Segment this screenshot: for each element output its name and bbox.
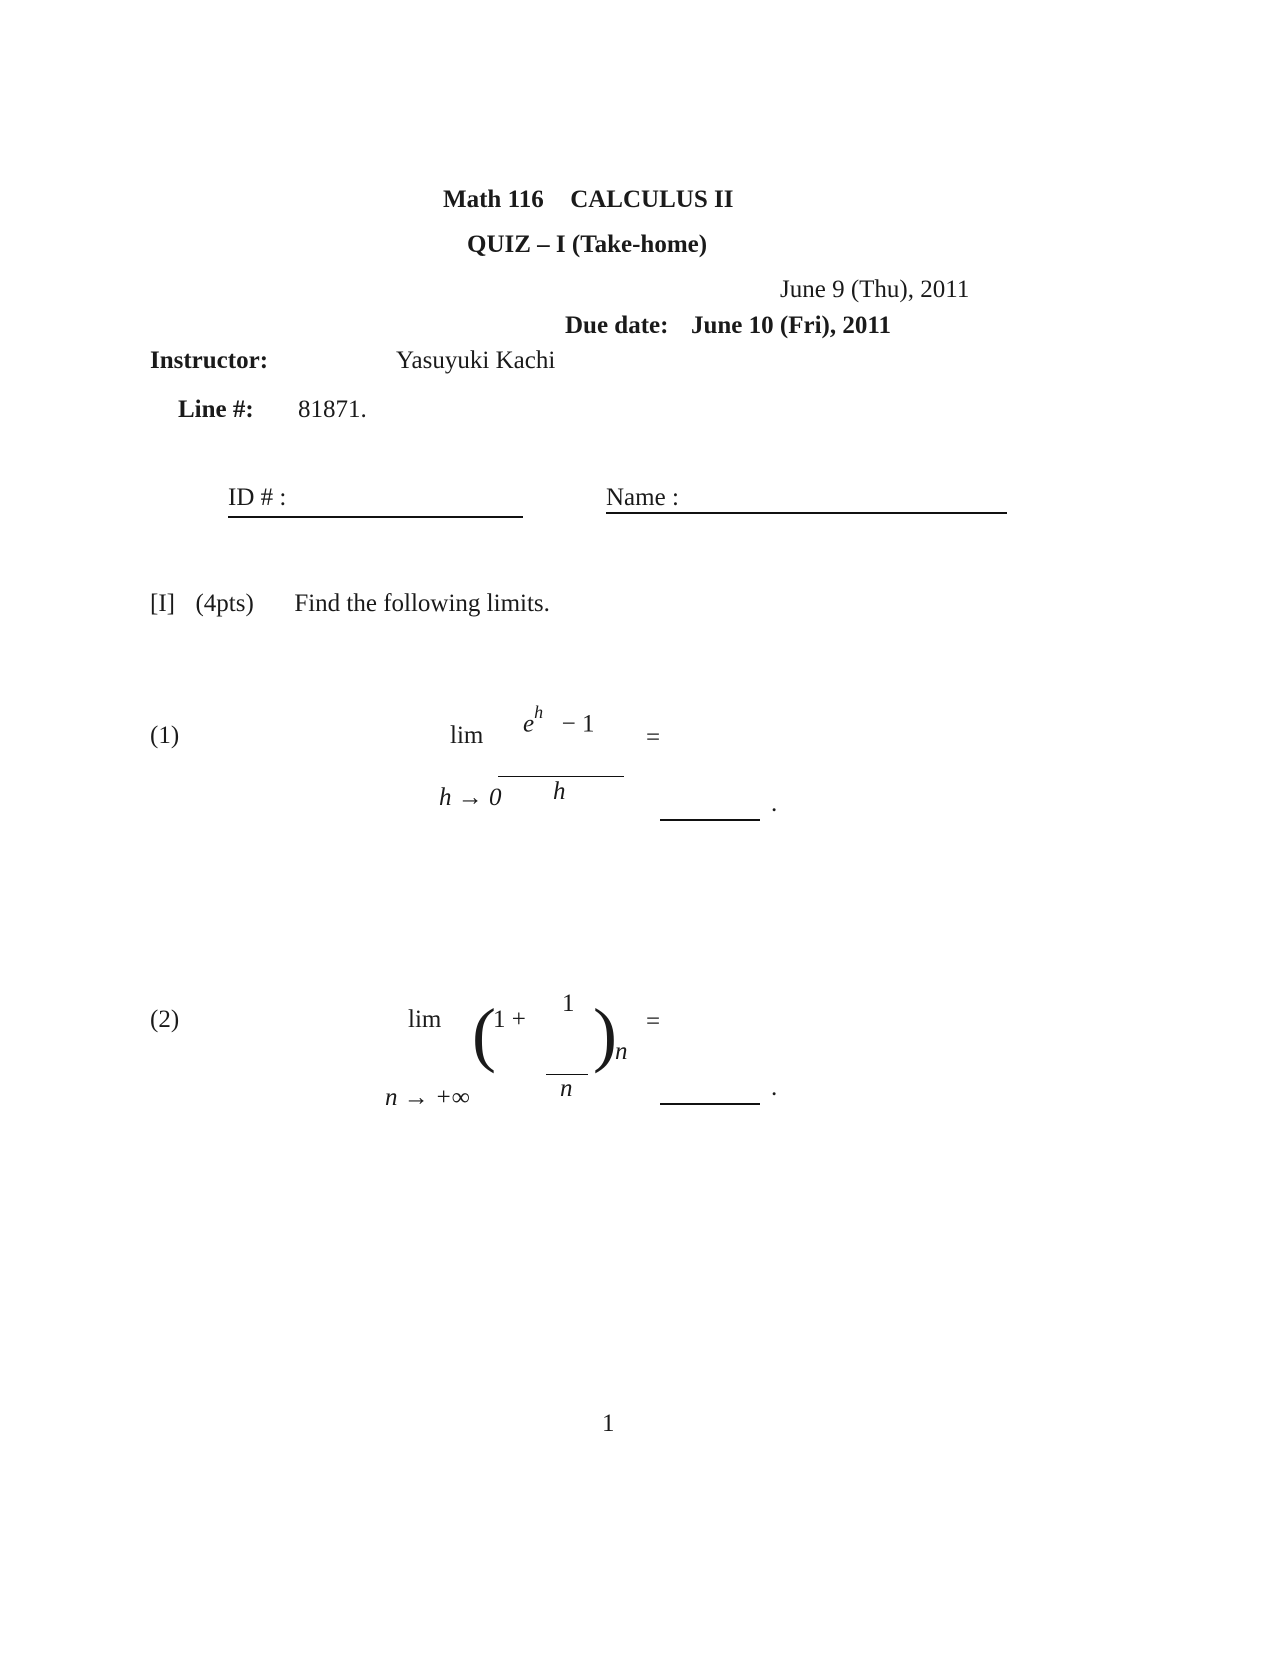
problem-2-lim: lim — [408, 1006, 442, 1033]
instructor-name: Yasuyuki Kachi — [396, 347, 556, 374]
problem-2-term: 1 + — [493, 1006, 526, 1033]
due-date-label: Due date: — [565, 312, 669, 339]
page-number: 1 — [602, 1410, 615, 1437]
section-points: (4pts) — [195, 590, 254, 617]
problem-2-equals: = — [646, 1008, 661, 1035]
quiz-title: QUIZ – I (Take-home) — [467, 231, 708, 258]
problem-1-lim-subscript: h → 0 — [439, 784, 502, 811]
problem-1-numerator — [523, 702, 595, 738]
problem-1-fraction-bar — [498, 776, 624, 777]
id-field-label: ID # : — [228, 484, 287, 511]
problem-1-num-exp: h — [534, 702, 544, 722]
section-number: [I] — [150, 590, 175, 617]
problem-1-label: (1) — [150, 722, 180, 749]
problem-1-num-base: e — [523, 710, 535, 738]
problem-2-period: . — [771, 1074, 778, 1101]
problem-1-num-rest: − 1 — [561, 710, 595, 738]
due-date-line — [565, 312, 891, 340]
problem-1-equals: = — [646, 724, 661, 751]
problem-2-lim-subscript: n → +∞ — [385, 1084, 470, 1111]
line-number-value: 81871. — [298, 396, 367, 423]
section-instruction: Find the following limits. — [294, 590, 550, 617]
course-name: CALCULUS II — [570, 186, 734, 213]
problem-2-open-paren: ( — [472, 994, 496, 1074]
name-field-label: Name : — [606, 484, 679, 511]
problem-2-exponent: n — [615, 1038, 628, 1065]
problem-1-lim: lim — [450, 722, 484, 749]
line-number-label: Line #: — [178, 396, 254, 423]
id-field[interactable] — [228, 484, 523, 518]
problem-1-answer-blank[interactable] — [660, 791, 760, 821]
problem-2-label: (2) — [150, 1006, 180, 1033]
course-code: Math 116 — [443, 186, 544, 213]
name-field[interactable] — [606, 484, 1007, 514]
instructor-label: Instructor: — [150, 347, 269, 374]
course-title — [443, 186, 733, 214]
problem-2-frac-num: 1 — [562, 990, 575, 1017]
problem-2-frac-den: n — [560, 1075, 573, 1102]
problem-1-denominator: h — [553, 778, 566, 805]
problem-2-answer-blank[interactable] — [660, 1075, 760, 1105]
due-date-value: June 10 (Fri), 2011 — [690, 312, 891, 339]
section-heading — [150, 590, 550, 618]
problem-1-period: . — [771, 790, 778, 817]
problem-2-close-paren: ) — [593, 994, 617, 1074]
issue-date: June 9 (Thu), 2011 — [780, 276, 970, 303]
